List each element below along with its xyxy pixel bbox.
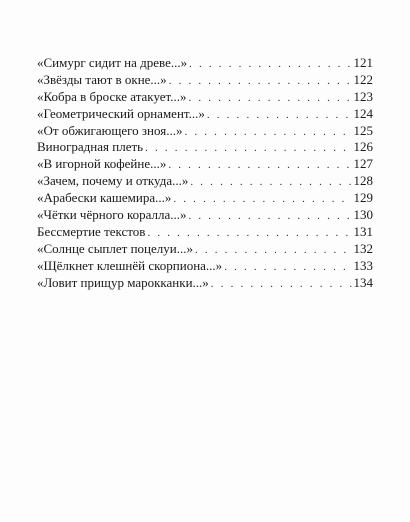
toc-entry <box>37 258 373 275</box>
table-of-contents <box>37 55 373 291</box>
toc-dot-leader <box>189 58 351 70</box>
toc-entry-page: 121 <box>353 55 373 70</box>
toc-entry <box>37 55 373 72</box>
toc-dot-leader <box>173 193 351 205</box>
toc-entry-page: 127 <box>353 156 373 172</box>
toc-dot-leader <box>190 176 351 188</box>
toc-entry-title: «Симург сидит на древе...» <box>37 55 188 70</box>
toc-dot-leader <box>145 142 351 154</box>
toc-dot-leader <box>224 261 351 273</box>
toc-dot-leader <box>195 244 352 256</box>
toc-entry <box>37 241 373 258</box>
toc-entry-page: 134 <box>353 274 373 290</box>
toc-dot-leader <box>207 109 352 121</box>
toc-entry <box>37 123 373 140</box>
toc-entry-title: «Арабески кашемира...» <box>37 190 172 206</box>
toc-entry-title: «Звёзды тают в окне...» <box>37 71 167 87</box>
toc-entry-title: «Кобра в броске атакует...» <box>37 88 187 104</box>
toc-entry <box>37 106 373 123</box>
toc-entry <box>37 275 373 292</box>
toc-dot-leader <box>147 227 351 239</box>
toc-entry-page: 126 <box>353 139 373 155</box>
toc-entry-title: «В игорной кофейне...» <box>37 156 167 172</box>
toc-entry-title: «От обжигающего зноя...» <box>37 122 183 138</box>
toc-entry <box>37 224 373 241</box>
toc-entry-title: Бессмертие текстов <box>37 223 146 239</box>
toc-entry <box>37 207 373 224</box>
toc-entry <box>37 72 373 89</box>
toc-entry-page: 124 <box>353 105 373 121</box>
toc-entry <box>37 190 373 207</box>
toc-entry-page: 122 <box>353 71 373 87</box>
toc-entry-page: 128 <box>353 173 373 189</box>
toc-entry <box>37 89 373 106</box>
toc-entry-page: 130 <box>353 207 373 223</box>
toc-entry-page: 129 <box>353 190 373 206</box>
toc-entry-page: 123 <box>353 88 373 104</box>
toc-entry-page: 125 <box>353 122 373 138</box>
toc-dot-leader <box>189 92 352 104</box>
toc-entry-title: «Солнце сыплет поцелуи...» <box>37 240 193 256</box>
toc-entry-title: Виноградная плеть <box>37 139 144 155</box>
toc-dot-leader <box>211 278 352 290</box>
toc-entry <box>37 173 373 190</box>
toc-entry-page: 133 <box>353 257 373 273</box>
toc-dot-leader <box>184 126 351 138</box>
toc-entry <box>37 139 373 156</box>
toc-entry-title: «Чётки чёрного коралла...» <box>37 207 187 223</box>
toc-dot-leader <box>168 159 351 171</box>
toc-entry <box>37 156 373 173</box>
toc-entry-title: «Ловит прищур марокканки...» <box>37 274 209 290</box>
toc-dot-leader <box>188 210 351 222</box>
toc-entry-page: 132 <box>353 240 373 256</box>
toc-entry-title: «Зачем, почему и откуда...» <box>37 173 189 189</box>
toc-dot-leader <box>169 75 352 87</box>
toc-entry-page: 131 <box>353 223 373 239</box>
toc-entry-title: «Геометрический орнамент...» <box>37 105 205 121</box>
toc-entry-title: «Щёлкнет клешнёй скорпиона...» <box>37 257 223 273</box>
